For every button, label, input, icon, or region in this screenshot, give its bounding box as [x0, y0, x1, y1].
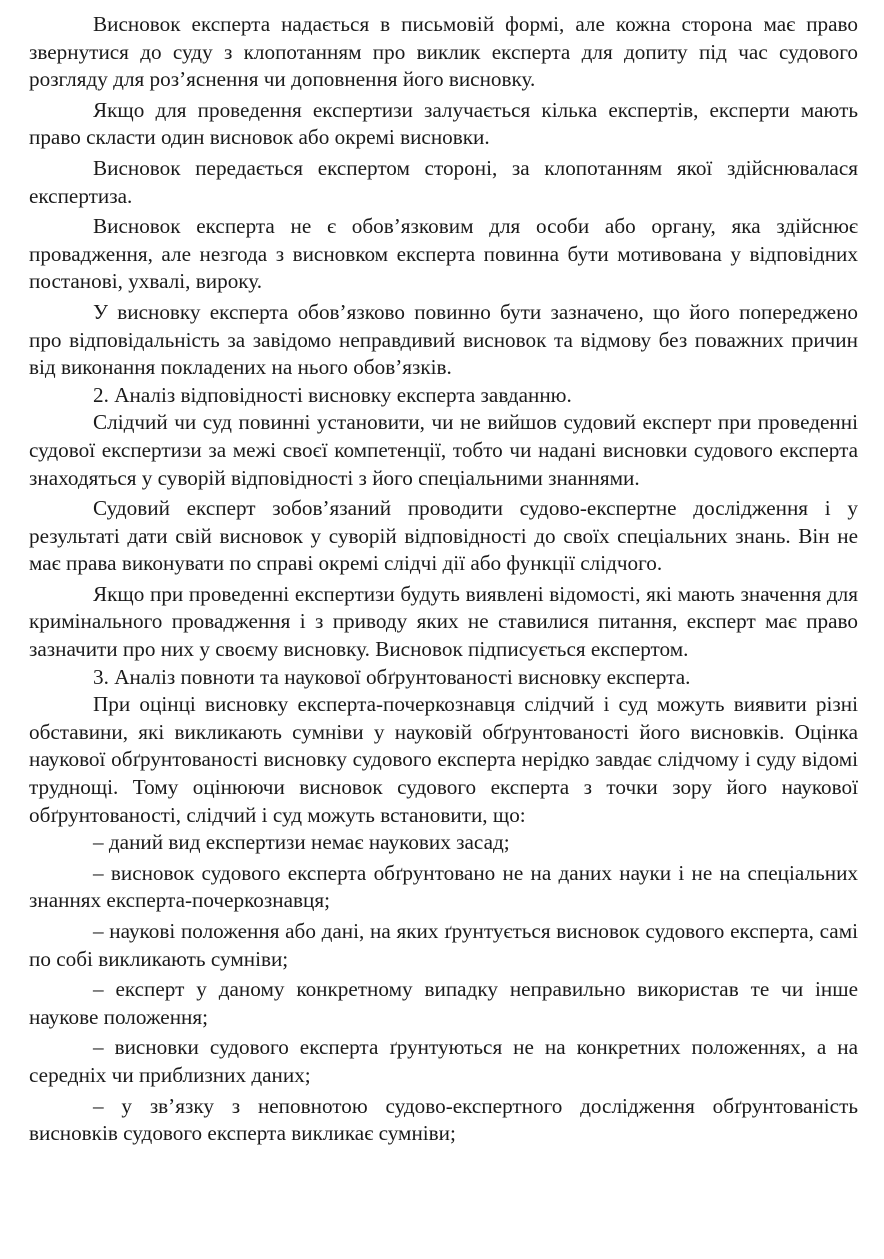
paragraph-competence-check: Слідчий чи суд повинні установити, чи не вийшов судовий експерт при проведенні судової експертизи за межі своєї компетенції, тобто чи надані висновки судового експерта знаходяться у суворій відповідності з його спеціальними знаннями. — [29, 410, 858, 490]
list-item: – висновки судового експерта ґрунтуються не на конкретних положеннях, а на середніх чи приблизних даних; — [29, 1035, 858, 1087]
section-heading-3: 3. Аналіз повноти та наукової обґрунтованості висновку експерта. — [93, 664, 691, 689]
document-page — [29, 11, 858, 1148]
paragraph-conclusion-transfer: Висновок передається експертом стороні, за клопотанням якої здійснювалася експертиза. — [29, 155, 858, 208]
paragraph-scientific-validity: При оцінці висновку експерта-почеркознавця слідчий і суд можуть виявити різні обставини, які викликають сумніви у науковій обґрунтованості його висновків. Оцінка наукової обґрунтованості висновку судового експерта нерідко завдає слідчому і суду відомі труднощі. Тому оцінюючи висновок судового експерта з точки зору його наукової обґрунтованості, слідчий і суд можуть встановити, що: — [29, 692, 858, 827]
paragraph-liability-warning: У висновку експерта обов’язково повинно бути зазначено, що його попереджено про відповідальність за завідомо неправдивий висновок та відмову без поважних причин від виконання покладених на нього обов’язків. — [29, 299, 858, 380]
list-item: – наукові положення або дані, на яких ґрунтується висновок судового експерта, самі по собі викликають сумніви; — [29, 919, 858, 971]
paragraph-expert-obligations: Судовий експерт зобов’язаний проводити судово-експертне дослідження і у результаті дати свій висновок у суворій відповідності до своїх спеціальних знань. Він не має права виконувати по справі окремі слідчі дії або функції слідчого. — [29, 496, 858, 576]
paragraph-additional-findings: Якщо при проведенні експертизи будуть виявлені відомості, які мають значення для кримінального провадження і з приводу яких не ставилися питання, експерт має право зазначити про них у своєму висновку. Висновок підписується експертом. — [29, 581, 858, 662]
section-heading-2: 2. Аналіз відповідності висновку експерта завданню. — [93, 382, 572, 407]
paragraph-multiple-experts: Якщо для проведення експертизи залучається кілька експертів, експерти мають право скласти один висновок або окремі висновки. — [29, 97, 858, 150]
list-item: – даний вид експертизи немає наукових засад; — [93, 830, 510, 855]
list-item: – висновок судового експерта обґрунтовано не на даних науки і не на спеціальних знаннях експерта-почеркознавця; — [29, 860, 858, 913]
paragraph-expert-conclusion-form: Висновок експерта надається в письмовій формі, але кожна сторона має право звернутися до суду з клопотанням про виклик експерта для допиту під час судового розгляду для роз’яснення чи доповнення його висновку. — [29, 12, 858, 92]
list-item: – експерт у даному конкретному випадку неправильно використав те чи інше наукове положення; — [29, 977, 858, 1029]
list-item: – у зв’язку з неповнотою судово-експертного дослідження обґрунтованість висновків судового експерта викликає сумніви; — [29, 1093, 858, 1146]
paragraph-not-mandatory: Висновок експерта не є обов’язковим для особи або органу, яка здійснює провадження, але незгода з висновком експерта повинна бути мотивована у відповідних постанові, ухвалі, вироку. — [29, 214, 858, 294]
